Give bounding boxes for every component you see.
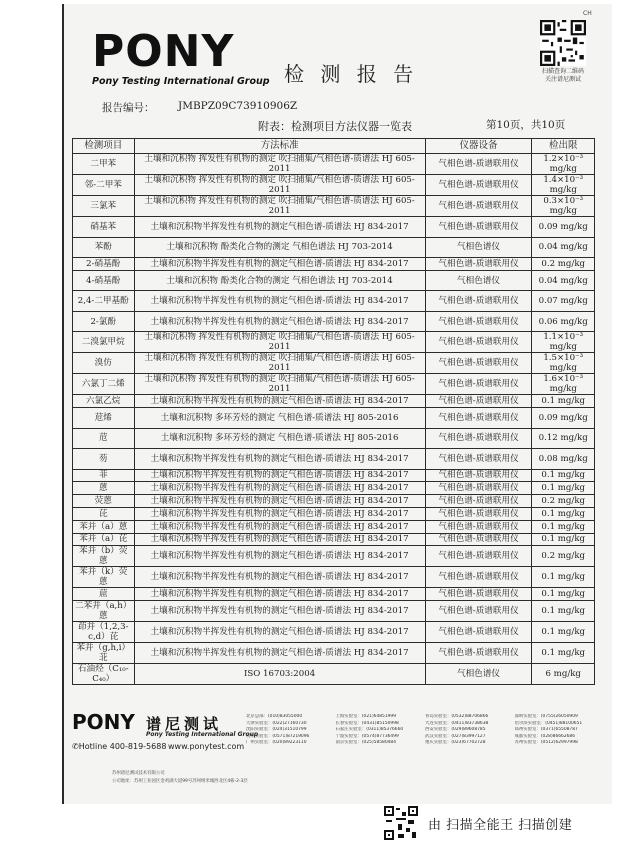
header-limit: 检出限 [532, 139, 595, 154]
cell-equipment: 气相色谱-质谱联用仪 [425, 374, 532, 395]
cell-limit: 0.1 mg/kg [532, 520, 595, 533]
cell-method: 土壤和沉积物半挥发性有机物的测定气相色谱-质谱法 HJ 834-2017 [134, 520, 425, 533]
cell-method: 土壤和沉积物半挥发性有机物的测定气相色谱-质谱法 HJ 834-2017 [134, 395, 425, 408]
cell-equipment: 气相色谱-质谱联用仪 [425, 428, 532, 449]
branch-contact: 长春实验室：(0431)85150998 [335, 720, 399, 726]
cell-item: 蒽 [73, 482, 135, 495]
table-row [73, 353, 595, 374]
cell-method: 土壤和沉积物半挥发性有机物的测定气相色谱-质谱法 HJ 834-2017 [134, 291, 425, 312]
cell-equipment: 气相色谱仪 [425, 237, 532, 258]
cell-limit: 0.04 mg/kg [532, 270, 595, 291]
branch-contact: 杭州实验室：(0571)87219096 [246, 733, 310, 739]
cell-item: 苯并（g,h,i）苝 [73, 643, 135, 664]
cell-item: 邻-二甲苯 [73, 175, 135, 196]
cell-method: 土壤和沉积物 挥发性有机物的测定 吹扫捕集/气相色谱-质谱法 HJ 605-2011 [134, 196, 425, 217]
branch-contact: 上海实验室：(021)64851999 [335, 714, 396, 719]
cell-limit: 0.09 mg/kg [532, 217, 595, 238]
cell-item: 2,4-二甲基酚 [73, 291, 135, 312]
cell-equipment: 气相色谱-质谱联用仪 [425, 546, 532, 567]
qr-caption-line2: 关注谱尼测试 [544, 76, 581, 83]
table-row [73, 507, 595, 520]
cell-equipment: 气相色谱-质谱联用仪 [425, 175, 532, 196]
branch-contact: 苏州实验室：(0512)62997998 [514, 740, 578, 746]
header-item: 检测项目 [73, 139, 135, 154]
table-row [73, 291, 595, 312]
cell-item: 苯并（a）芘 [73, 533, 135, 546]
table-row [73, 567, 595, 588]
table-header-row [73, 139, 595, 154]
branch-contact: 深圳实验室：(0755)26050909 [514, 714, 578, 719]
branch-contact: 郑州实验室：(0371)65508787 [514, 727, 578, 733]
scanner-qr-icon [384, 806, 418, 840]
table-row [73, 546, 595, 567]
cell-limit: 0.1 mg/kg [532, 533, 595, 546]
cell-item: 苯酚 [73, 237, 135, 258]
branch-contact: 西安实验室：(029)89608785 [425, 727, 486, 733]
cell-method: 土壤和沉积物半挥发性有机物的测定气相色谱-质谱法 HJ 834-2017 [134, 217, 425, 238]
cell-equipment: 气相色谱-质谱联用仪 [425, 469, 532, 482]
cell-method: 土壤和沉积物 多环芳烃的测定 气相色谱-质谱法 HJ 805-2016 [134, 428, 425, 449]
page-info: 第10页，共10页 [486, 119, 566, 131]
cell-item: 菲 [73, 469, 135, 482]
cell-equipment: 气相色谱-质谱联用仪 [425, 196, 532, 217]
cell-method: 土壤和沉积物 酚类化合物的测定 气相色谱法 HJ 703-2014 [134, 270, 425, 291]
cell-method: 土壤和沉积物半挥发性有机物的测定气相色谱-质谱法 HJ 834-2017 [134, 449, 425, 470]
cell-equipment: 气相色谱-质谱联用仪 [425, 217, 532, 238]
cell-limit: 0.1 mg/kg [532, 567, 595, 588]
cell-limit: 1.2×10⁻³ mg/kg [532, 154, 595, 175]
table-row [73, 601, 595, 622]
branch-contact: 天津实验室：(022)27160730 [246, 720, 307, 726]
cell-equipment: 气相色谱-质谱联用仪 [425, 643, 532, 664]
table-row [73, 533, 595, 546]
cell-method: 土壤和沉积物半挥发性有机物的测定气相色谱-质谱法 HJ 834-2017 [134, 622, 425, 643]
table-row [73, 332, 595, 353]
cell-method: 土壤和沉积物半挥发性有机物的测定气相色谱-质谱法 HJ 834-2017 [134, 546, 425, 567]
cell-limit: 0.1 mg/kg [532, 469, 595, 482]
cell-method: 土壤和沉积物 挥发性有机物的测定 吹扫捕集/气相色谱-质谱法 HJ 605-2011 [134, 175, 425, 196]
table-row [73, 520, 595, 533]
cell-item: 二苯并（a,h）蒽 [73, 601, 135, 622]
cell-equipment: 气相色谱-质谱联用仪 [425, 449, 532, 470]
methods-table [72, 138, 595, 685]
cell-limit: 0.1 mg/kg [532, 395, 595, 408]
table-row [73, 175, 595, 196]
cell-item: 二溴氯甲烷 [73, 332, 135, 353]
report-no: JMBPZ09C73910906Z [178, 100, 298, 112]
cell-limit: 1.6×10⁻³ mg/kg [532, 374, 595, 395]
cell-equipment: 气相色谱-质谱联用仪 [425, 332, 532, 353]
table-row [73, 408, 595, 429]
logo-subtitle: Pony Testing International Group [92, 76, 270, 87]
website-link[interactable]: www.ponytest.com [168, 742, 245, 751]
cell-method: 土壤和沉积物半挥发性有机物的测定气相色谱-质谱法 HJ 834-2017 [134, 495, 425, 508]
cell-equipment: 气相色谱-质谱联用仪 [425, 588, 532, 601]
cell-limit: 0.1 mg/kg [532, 507, 595, 520]
qr-caption-line1: 扫描查询二维码 [541, 68, 584, 75]
cell-limit: 0.1 mg/kg [532, 588, 595, 601]
cell-item: 4-硝基酚 [73, 270, 135, 291]
table-row [73, 237, 595, 258]
cell-equipment: 气相色谱-质谱联用仪 [425, 408, 532, 429]
table-row [73, 428, 595, 449]
cell-equipment: 气相色谱-质谱联用仪 [425, 291, 532, 312]
pony-logo: PONY [92, 26, 235, 77]
cell-item: 石油烃（C₁₀-C₄₀） [73, 664, 135, 685]
cell-limit: 0.2 mg/kg [532, 258, 595, 271]
cell-limit: 1.5×10⁻³ mg/kg [532, 353, 595, 374]
cell-limit: 0.04 mg/kg [532, 237, 595, 258]
branch-contact: 沈阳实验室：(024)31510799 [246, 727, 307, 733]
corner-mark: CH [583, 10, 592, 17]
cell-limit: 1.4×10⁻³ mg/kg [532, 175, 595, 196]
scan-caption: 由 扫描全能王 扫描创建 [428, 818, 573, 833]
cell-item: 芘 [73, 507, 135, 520]
cell-method: 土壤和沉积物 挥发性有机物的测定 吹扫捕集/气相色谱-质谱法 HJ 605-2011 [134, 154, 425, 175]
table-row [73, 395, 595, 408]
table-row [73, 643, 595, 664]
table-row [73, 374, 595, 395]
cell-limit: 0.2 mg/kg [532, 495, 595, 508]
hotline [72, 742, 166, 751]
cell-equipment: 气相色谱-质谱联用仪 [425, 622, 532, 643]
cell-method: 土壤和沉积物 挥发性有机物的测定 吹扫捕集/气相色谱-质谱法 HJ 605-2011 [134, 374, 425, 395]
cell-equipment: 气相色谱-质谱联用仪 [425, 507, 532, 520]
branch-contact: 宁波实验室：(0574)87736499 [335, 733, 399, 739]
cell-method: 土壤和沉积物半挥发性有机物的测定气相色谱-质谱法 HJ 834-2017 [134, 533, 425, 546]
cell-method: 土壤和沉积物 挥发性有机物的测定 吹扫捕集/气相色谱-质谱法 HJ 605-2011 [134, 353, 425, 374]
cell-item: 2-氯酚 [73, 311, 135, 332]
phone-icon: ✆ [72, 742, 79, 751]
table-row [73, 495, 595, 508]
cell-equipment: 气相色谱-质谱联用仪 [425, 520, 532, 533]
cell-limit: 0.3×10⁻³ mg/kg [532, 196, 595, 217]
cell-item: 苊烯 [73, 408, 135, 429]
table-row [73, 311, 595, 332]
cell-equipment: 气相色谱-质谱联用仪 [425, 258, 532, 271]
cell-equipment: 气相色谱-质谱联用仪 [425, 311, 532, 332]
cell-item: 茚并（1,2,3-c,d）芘 [73, 622, 135, 643]
cell-equipment: 气相色谱-质谱联用仪 [425, 601, 532, 622]
cell-limit: 0.06 mg/kg [532, 311, 595, 332]
cell-method: 土壤和沉积物半挥发性有机物的测定气相色谱-质谱法 HJ 834-2017 [134, 258, 425, 271]
cell-equipment: 气相色谱-质谱联用仪 [425, 353, 532, 374]
cell-method: 土壤和沉积物半挥发性有机物的测定气相色谱-质谱法 HJ 834-2017 [134, 588, 425, 601]
branch-contact: 成都实验室：(028)86662686 [514, 733, 575, 739]
cell-item: 苯并（a）蒽 [73, 520, 135, 533]
cell-method: 土壤和沉积物半挥发性有机物的测定气相色谱-质谱法 HJ 834-2017 [134, 469, 425, 482]
cell-equipment: 气相色谱仪 [425, 664, 532, 685]
cell-item: 六氯丁二烯 [73, 374, 135, 395]
cell-item: 苊 [73, 428, 135, 449]
cell-limit: 0.09 mg/kg [532, 408, 595, 429]
cell-item: 荧蒽 [73, 495, 135, 508]
branch-contact: 南京实验室：(025)58580484 [335, 740, 396, 746]
cell-equipment: 气相色谱-质谱联用仪 [425, 482, 532, 495]
cell-item: 硝基苯 [73, 217, 135, 238]
footer-brand-en: Pony Testing International Group [146, 731, 259, 738]
branch-contact: 重庆实验室：(023)67702728 [425, 740, 486, 746]
table-row [73, 217, 595, 238]
cell-method: 土壤和沉积物 多环芳烃的测定 气相色谱-质谱法 HJ 805-2016 [134, 408, 425, 429]
table-row [73, 469, 595, 482]
table-row [73, 482, 595, 495]
cell-item: 溴仿 [73, 353, 135, 374]
company-line: 苏州谱尼测试技术有限公司 [112, 771, 165, 776]
cell-limit: 0.08 mg/kg [532, 449, 595, 470]
header-equipment: 仪器设备 [425, 139, 532, 154]
cell-limit: 0.07 mg/kg [532, 291, 595, 312]
cell-equipment: 气相色谱-质谱联用仪 [425, 567, 532, 588]
table-row [73, 449, 595, 470]
table-row [73, 196, 595, 217]
footer-brand-cn: 谱尼测试 [146, 715, 223, 733]
cell-equipment: 气相色谱-质谱联用仪 [425, 533, 532, 546]
branch-contact: 石家庄实验室：(0311)85376660 [335, 727, 404, 733]
footer-pony-logo: PONY [72, 710, 135, 734]
header-method: 方法标准 [134, 139, 425, 154]
cell-limit: 0.12 mg/kg [532, 428, 595, 449]
report-no-label: 报告编号： [102, 102, 155, 114]
report-title: 检 测 报 告 [284, 62, 419, 86]
cell-method: 土壤和沉积物 挥发性有机物的测定 吹扫捕集/气相色谱-质谱法 HJ 605-2011 [134, 332, 425, 353]
cell-limit: 0.1 mg/kg [532, 622, 595, 643]
cell-method: 土壤和沉积物半挥发性有机物的测定气相色谱-质谱法 HJ 834-2017 [134, 507, 425, 520]
table-row [73, 588, 595, 601]
branch-contact: 哈尔滨实验室：(0451)88100651 [514, 720, 583, 726]
cell-equipment: 气相色谱-质谱联用仪 [425, 495, 532, 508]
cell-method: 土壤和沉积物半挥发性有机物的测定气相色谱-质谱法 HJ 834-2017 [134, 482, 425, 495]
cell-item: 苯并（k）荧蒽 [73, 567, 135, 588]
branch-contact: 广州实验室：(020)89223110 [246, 740, 307, 746]
cell-item: 2-硝基酚 [73, 258, 135, 271]
cell-method: ISO 16703:2004 [134, 664, 425, 685]
qr-caption [528, 68, 598, 84]
table-row [73, 258, 595, 271]
cell-equipment: 气相色谱仪 [425, 270, 532, 291]
cell-limit: 0.2 mg/kg [532, 546, 595, 567]
branch-contact: 青岛实验室：(0532)88706866 [425, 714, 489, 719]
branch-contact: 北京总部：(010)83055000 [246, 714, 303, 719]
cell-item: 䓛 [73, 588, 135, 601]
table-row [73, 664, 595, 685]
cell-item: 六氯乙烷 [73, 395, 135, 408]
appendix-title: 附表：检测项目方法仪器一览表 [258, 120, 412, 133]
cell-item: 芴 [73, 449, 135, 470]
cell-equipment: 气相色谱-质谱联用仪 [425, 395, 532, 408]
cell-equipment: 气相色谱-质谱联用仪 [425, 154, 532, 175]
hotline-text: Hotline 400-819-5688 [78, 742, 167, 751]
cell-limit: 0.1 mg/kg [532, 482, 595, 495]
cell-item: 二甲苯 [73, 154, 135, 175]
cell-method: 土壤和沉积物半挥发性有机物的测定气相色谱-质谱法 HJ 834-2017 [134, 643, 425, 664]
cell-item: 三氯苯 [73, 196, 135, 217]
cell-method: 土壤和沉积物半挥发性有机物的测定气相色谱-质谱法 HJ 834-2017 [134, 601, 425, 622]
cell-limit: 1.1×10⁻³ mg/kg [532, 332, 595, 353]
address-line: 公司地址：苏州工业园区金鸡湖大道99号苏州纳米城西北区4栋-2-3层 [112, 779, 248, 784]
branch-list [246, 714, 602, 747]
cell-limit: 6 mg/kg [532, 664, 595, 685]
qr-code-icon [540, 20, 586, 66]
table-row [73, 622, 595, 643]
cell-limit: 0.1 mg/kg [532, 601, 595, 622]
table-row [73, 154, 595, 175]
cell-limit: 0.1 mg/kg [532, 643, 595, 664]
cell-method: 土壤和沉积物半挥发性有机物的测定气相色谱-质谱法 HJ 834-2017 [134, 567, 425, 588]
branch-contact: 武汉实验室：(027)83997127 [425, 733, 486, 739]
cell-item: 苯并（b）荧蒽 [73, 546, 135, 567]
table-row [73, 270, 595, 291]
branch-contact: 大连实验室：(0411)83738638 [425, 720, 489, 726]
cell-method: 土壤和沉积物 酚类化合物的测定 气相色谱法 HJ 703-2014 [134, 237, 425, 258]
cell-method: 土壤和沉积物半挥发性有机物的测定气相色谱-质谱法 HJ 834-2017 [134, 311, 425, 332]
